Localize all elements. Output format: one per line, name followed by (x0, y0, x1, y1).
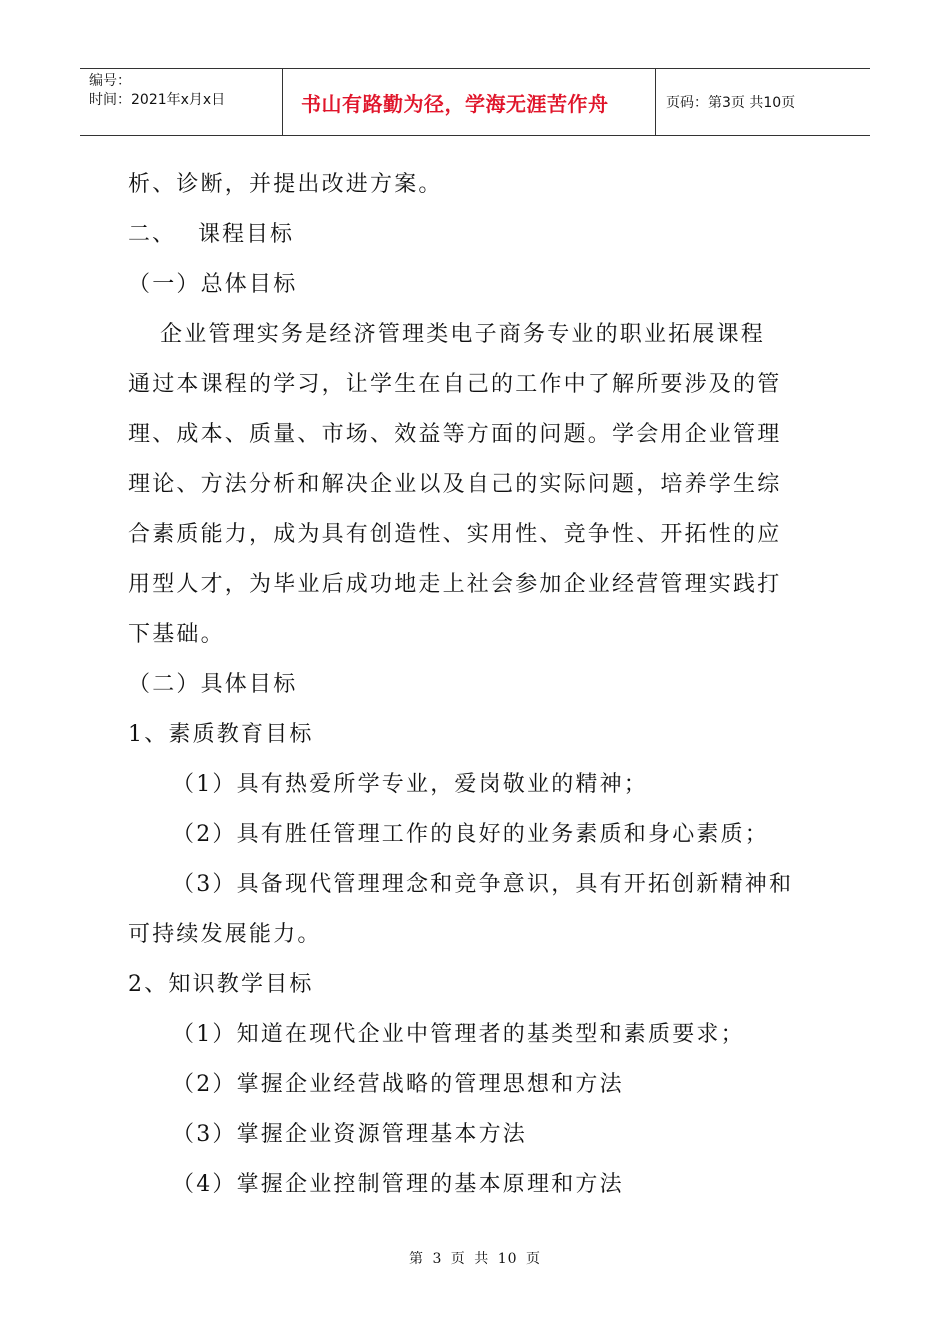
page-label: 页码：第3页 共10页 (666, 95, 796, 111)
paragraph-line: 通过本课程的学习，让学生在自己的工作中了解所要涉及的管 (128, 372, 782, 397)
list-item: （2）具有胜任管理工作的良好的业务素质和身心素质； (172, 822, 769, 847)
motto: 书山有路勤为径，学海无涯苦作舟 (301, 91, 609, 116)
list-item-continuation: 可持续发展能力。 (128, 922, 322, 947)
list-item: （3）掌握企业资源管理基本方法 (172, 1122, 527, 1147)
list-item: （3）具备现代管理理念和竞争意识，具有开拓创新精神和 (172, 872, 794, 897)
paragraph-line: 合素质能力，成为具有创造性、实用性、竞争性、开拓性的应 (128, 522, 782, 547)
document-body (128, 160, 828, 1210)
header-table (80, 68, 870, 136)
goal-heading: 2、知识教学目标 (128, 972, 314, 997)
goal-heading: 1、素质教育目标 (128, 722, 314, 747)
paragraph-line: 理论、方法分析和解决企业以及自己的实际问题，培养学生综 (128, 472, 782, 497)
paragraph-line: 下基础。 (128, 622, 225, 647)
number-label: 编号： (89, 73, 131, 89)
section-heading (128, 210, 828, 260)
section-title: 课程目标 (198, 222, 295, 247)
list-item: （4）掌握企业控制管理的基本原理和方法 (172, 1172, 624, 1197)
subsection-heading: （一）总体目标 (128, 272, 298, 297)
header-page-cell (656, 69, 870, 135)
page-footer: 第 3 页 共 10 页 (409, 1251, 541, 1267)
list-item: （1）具有热爱所学专业，爱岗敬业的精神； (172, 772, 648, 797)
header-motto-cell (283, 69, 656, 135)
list-item: （2）掌握企业经营战略的管理思想和方法 (172, 1072, 624, 1097)
text-line: 析、诊断，并提出改进方案。 (128, 172, 443, 197)
time-label: 时间：2021年x月x日 (89, 92, 226, 108)
list-item: （1）知道在现代企业中管理者的基类型和素质要求； (172, 1022, 745, 1047)
paragraph-line: 理、成本、质量、市场、效益等方面的问题。学会用企业管理 (128, 422, 782, 447)
paragraph-line: 用型人才，为毕业后成功地走上社会参加企业经营管理实践打 (128, 572, 782, 597)
header-meta-cell (80, 69, 283, 135)
section-number: 二、 (128, 222, 177, 247)
paragraph-line: 企业管理实务是经济管理类电子商务专业的职业拓展课程 (160, 322, 766, 347)
subsection-heading: （二）具体目标 (128, 672, 298, 697)
